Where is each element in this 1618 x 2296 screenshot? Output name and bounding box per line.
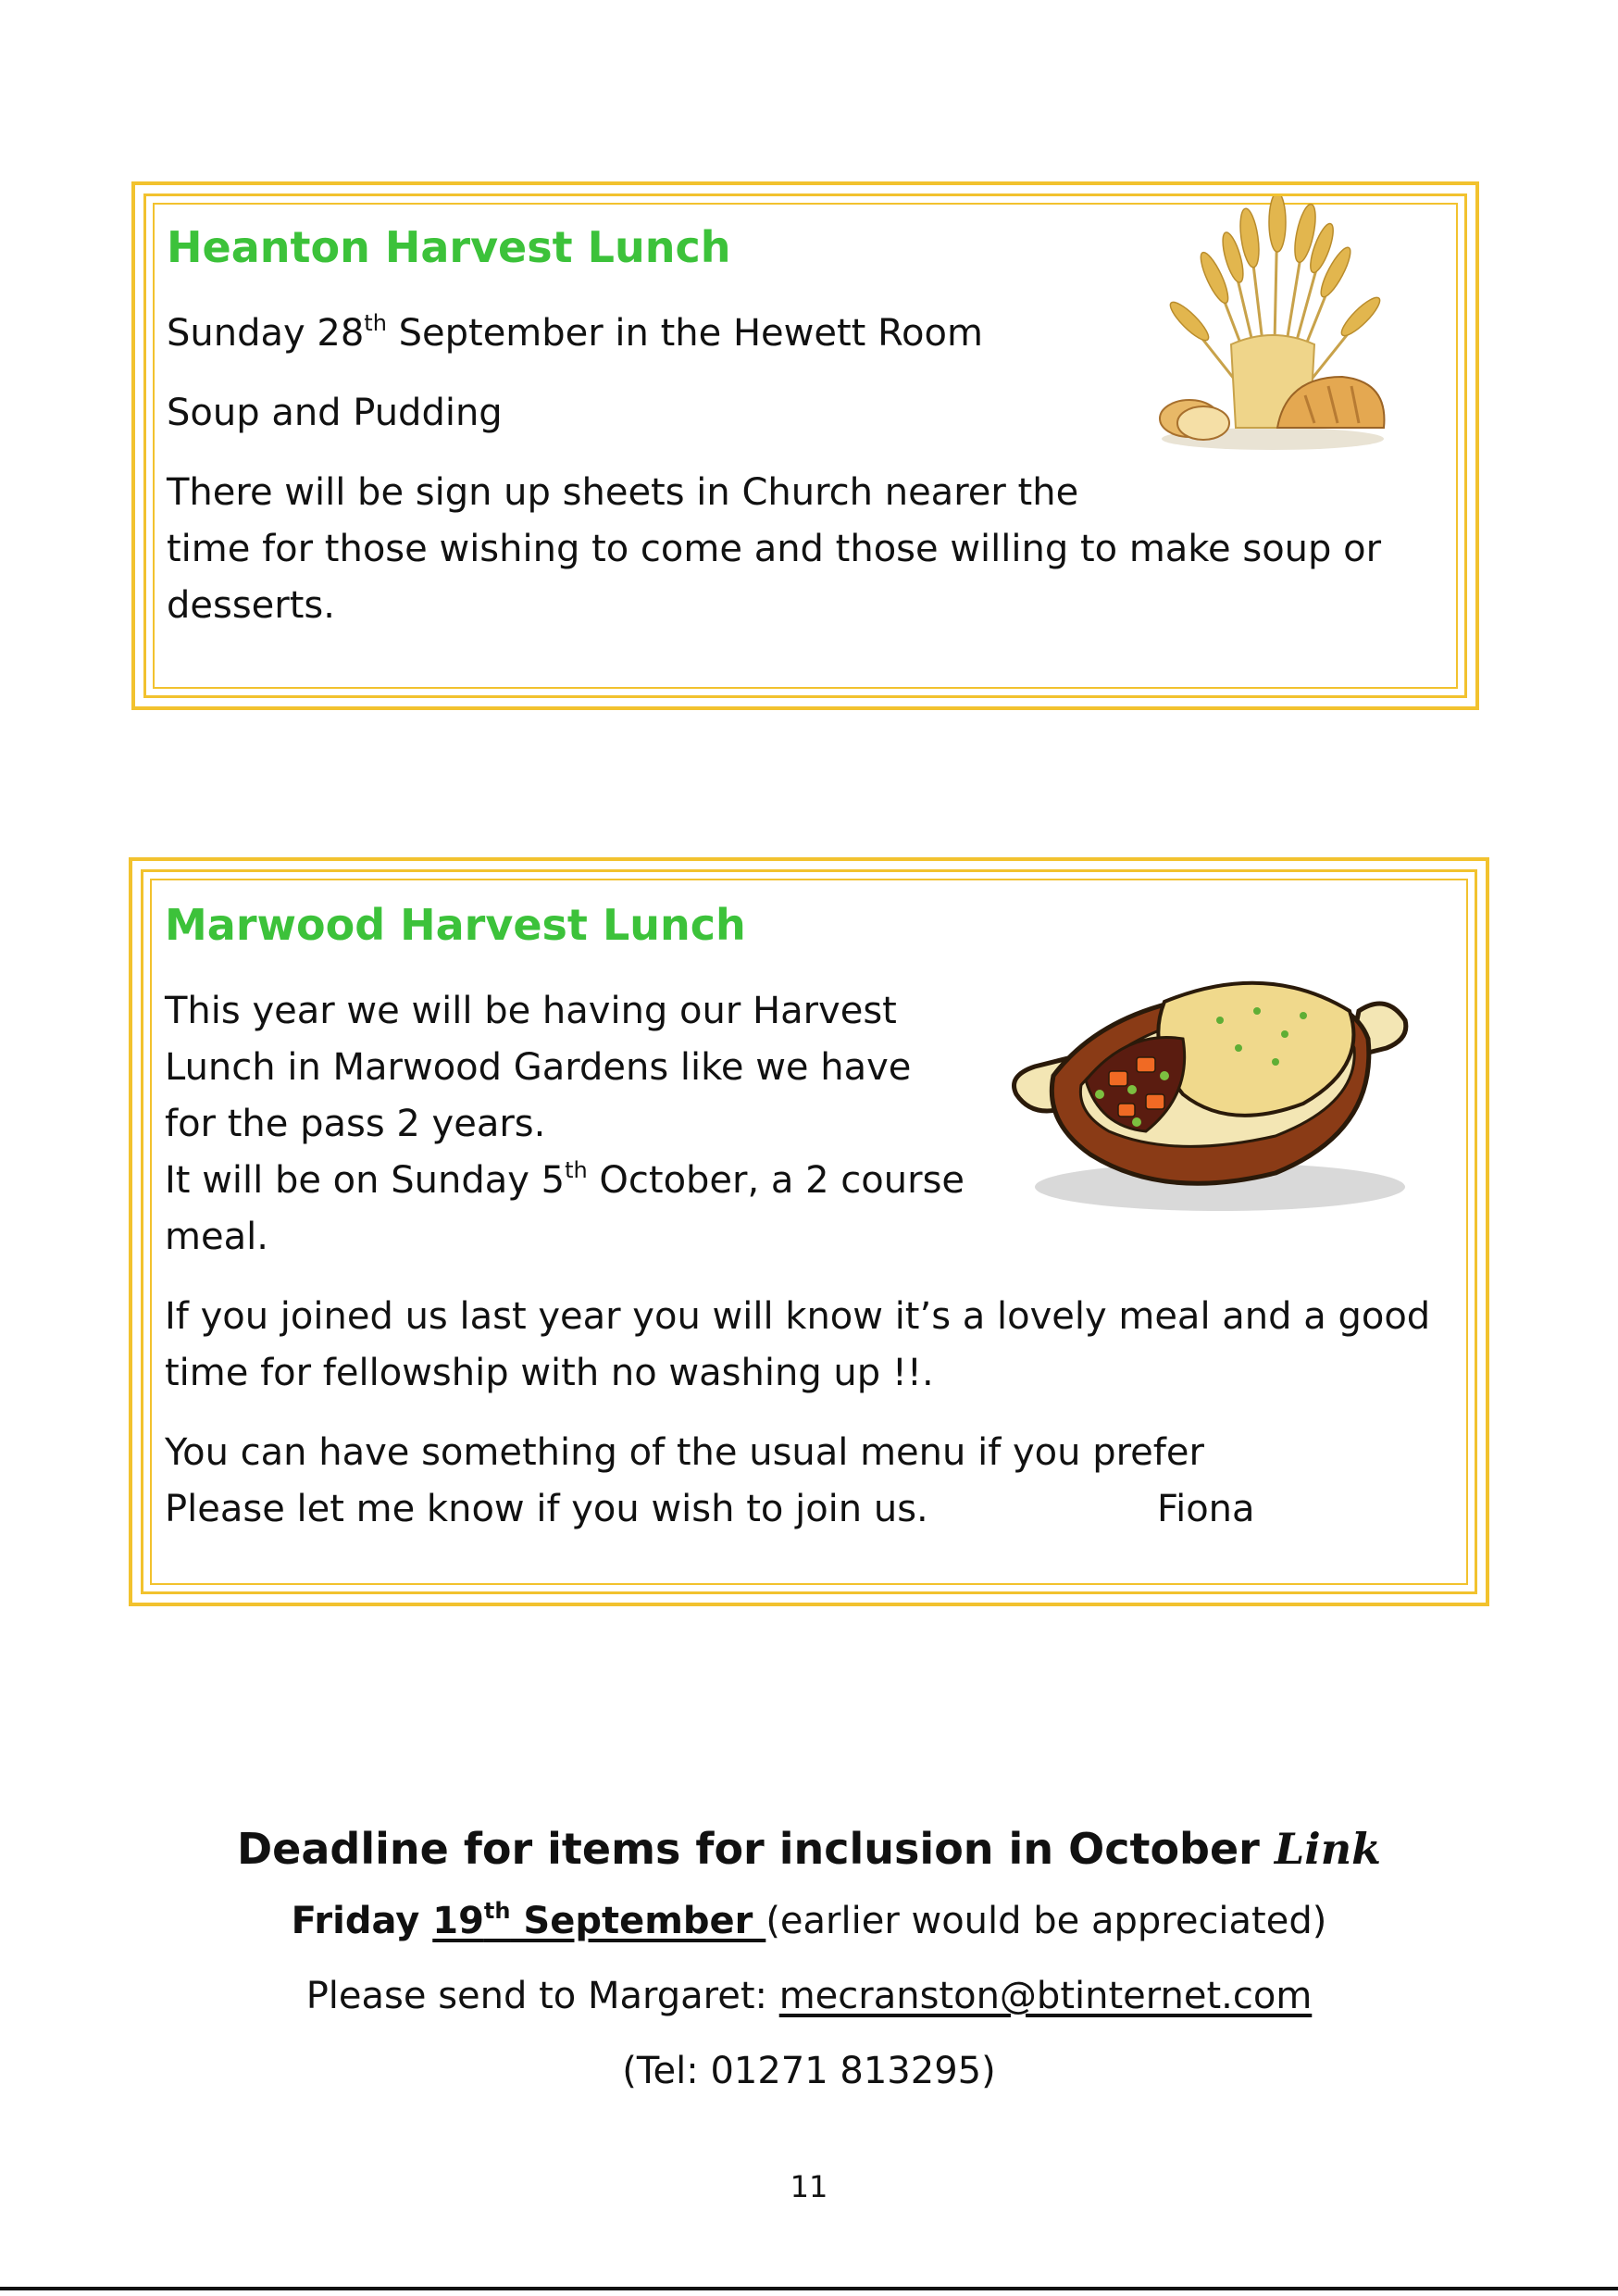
marwood-line-5: meal.	[165, 1216, 268, 1258]
marwood-title: Marwood Harvest Lunch	[165, 900, 746, 950]
marwood-line-4: It will be on Sunday 5th October, a 2 course	[165, 1156, 965, 1202]
email-link[interactable]: mecranston@btinternet.com	[778, 1975, 1313, 2017]
heanton-date: Sunday 28th September in the Hewett Room	[167, 309, 983, 355]
page-number: 11	[790, 2169, 828, 2204]
marwood-line-3: for the pass 2 years.	[165, 1103, 546, 1145]
marwood-line-9: Please let me know if you wish to join us.	[165, 1488, 928, 1530]
send-to-line: Please send to Margaret: mecranston@btinternet.com	[305, 1975, 1313, 2017]
bottom-rule	[0, 2287, 1618, 2290]
heanton-line-2: time for those wishing to come and those willing to make soup or	[167, 528, 1382, 570]
link-magazine-name: Link	[1274, 1824, 1382, 1874]
wheat-bread-illustration	[1148, 196, 1398, 455]
marwood-line-6: If you joined us last year you will know it’s a lovely meal and a good	[165, 1295, 1431, 1338]
deadline-date: Friday 19th September (earlier would be appreciated)	[291, 1897, 1327, 1942]
marwood-line-2: Lunch in Marwood Gardens like we have	[165, 1046, 912, 1089]
marwood-line-1: This year we will be having our Harvest	[165, 990, 897, 1032]
heanton-line-3: desserts.	[167, 584, 335, 627]
pie-dish-illustration	[998, 946, 1424, 1224]
marwood-line-8: You can have something of the usual menu if you prefer	[165, 1431, 1204, 1474]
telephone: (Tel: 01271 813295)	[622, 2050, 996, 2092]
marwood-signature: Fiona	[1157, 1488, 1255, 1530]
heanton-menu: Soup and Pudding	[167, 392, 503, 434]
marwood-line-7: time for fellowship with no washing up !!.	[165, 1352, 934, 1394]
heanton-title: Heanton Harvest Lunch	[167, 222, 731, 272]
heanton-line-1: There will be sign up sheets in Church nearer the	[167, 471, 1079, 514]
deadline-heading: Deadline for items for inclusion in October Link	[236, 1824, 1382, 1874]
